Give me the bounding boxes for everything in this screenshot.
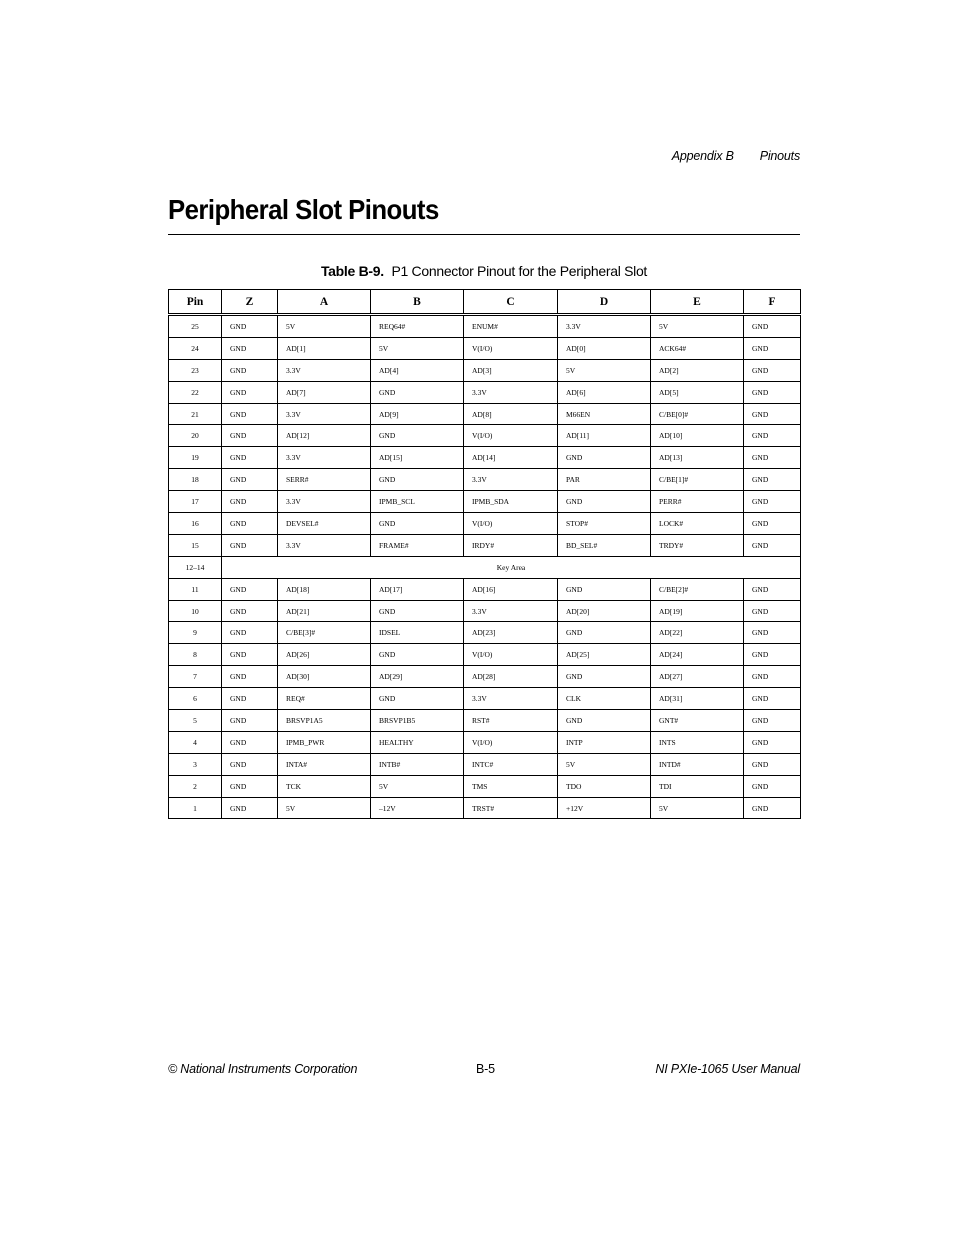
pinout-table [168, 289, 801, 819]
signal-cell: AD[16] [464, 578, 558, 600]
signal-cell: GND [222, 731, 278, 753]
signal-cell: ENUM# [464, 315, 558, 338]
table-row [169, 578, 801, 600]
signal-cell: 5V [278, 797, 371, 819]
signal-cell: IPMB_PWR [278, 731, 371, 753]
signal-cell: AD[15] [371, 447, 464, 469]
signal-cell: 3.3V [278, 534, 371, 556]
signal-cell: INTA# [278, 753, 371, 775]
pin-number-cell: 6 [169, 688, 222, 710]
signal-cell: AD[0] [558, 337, 651, 359]
signal-cell: TMS [464, 775, 558, 797]
signal-cell: GND [371, 644, 464, 666]
signal-cell: GND [558, 710, 651, 732]
signal-cell: GND [222, 359, 278, 381]
column-header: D [558, 290, 651, 315]
table-row [169, 622, 801, 644]
signal-cell: GND [744, 578, 801, 600]
pin-number-cell: 24 [169, 337, 222, 359]
signal-cell: GND [744, 534, 801, 556]
signal-cell: AD[28] [464, 666, 558, 688]
table-row [169, 666, 801, 688]
signal-cell: 3.3V [464, 600, 558, 622]
pin-number-cell: 4 [169, 731, 222, 753]
signal-cell: AD[6] [558, 381, 651, 403]
table-row [169, 731, 801, 753]
column-header: C [464, 290, 558, 315]
signal-cell: DEVSEL# [278, 513, 371, 535]
signal-cell: GND [222, 688, 278, 710]
signal-cell: FRAME# [371, 534, 464, 556]
table-row [169, 315, 801, 338]
signal-cell: IPMB_SCL [371, 491, 464, 513]
signal-cell: C/BE[3]# [278, 622, 371, 644]
signal-cell: BD_SEL# [558, 534, 651, 556]
column-header: B [371, 290, 464, 315]
signal-cell: V(I/O) [464, 513, 558, 535]
signal-cell: STOP# [558, 513, 651, 535]
signal-cell: GND [222, 381, 278, 403]
footer-copyright: © National Instruments Corporation [168, 1062, 358, 1076]
signal-cell: GND [371, 513, 464, 535]
signal-cell: AD[13] [651, 447, 744, 469]
signal-cell: AD[19] [651, 600, 744, 622]
column-header: Pin [169, 290, 222, 315]
signal-cell: AD[10] [651, 425, 744, 447]
signal-cell: V(I/O) [464, 644, 558, 666]
table-row [169, 797, 801, 819]
signal-cell: 5V [558, 753, 651, 775]
footer-manual-title: NI PXIe-1065 User Manual [655, 1062, 800, 1076]
signal-cell: 5V [651, 797, 744, 819]
column-header: Z [222, 290, 278, 315]
signal-cell: SERR# [278, 469, 371, 491]
signal-cell: IRDY# [464, 534, 558, 556]
pin-number-cell: 16 [169, 513, 222, 535]
signal-cell: GND [744, 403, 801, 425]
signal-cell: AD[29] [371, 666, 464, 688]
signal-cell: INTS [651, 731, 744, 753]
signal-cell: GND [744, 600, 801, 622]
signal-cell: V(I/O) [464, 425, 558, 447]
signal-cell: AD[30] [278, 666, 371, 688]
signal-cell: GND [222, 513, 278, 535]
signal-cell: GND [744, 447, 801, 469]
signal-cell: AD[31] [651, 688, 744, 710]
signal-cell: AD[27] [651, 666, 744, 688]
table-body [169, 315, 801, 819]
signal-cell: GND [222, 644, 278, 666]
signal-cell: GNT# [651, 710, 744, 732]
signal-cell: GND [222, 534, 278, 556]
signal-cell: REQ# [278, 688, 371, 710]
signal-cell: GND [222, 622, 278, 644]
pin-number-cell: 15 [169, 534, 222, 556]
signal-cell: AD[18] [278, 578, 371, 600]
signal-cell: AD[7] [278, 381, 371, 403]
signal-cell: AD[8] [464, 403, 558, 425]
signal-cell: INTB# [371, 753, 464, 775]
signal-cell: LOCK# [651, 513, 744, 535]
pin-number-cell: 23 [169, 359, 222, 381]
pin-number-cell: 3 [169, 753, 222, 775]
table-row [169, 644, 801, 666]
signal-cell: –12V [371, 797, 464, 819]
signal-cell: INTP [558, 731, 651, 753]
table-row [169, 491, 801, 513]
signal-cell: GND [371, 425, 464, 447]
table-row [169, 600, 801, 622]
table-row [169, 469, 801, 491]
signal-cell: AD[4] [371, 359, 464, 381]
signal-cell: GND [744, 337, 801, 359]
header-chapter: Pinouts [759, 149, 800, 163]
signal-cell: GND [371, 688, 464, 710]
signal-cell: GND [744, 688, 801, 710]
signal-cell: GND [222, 469, 278, 491]
table-row [169, 688, 801, 710]
signal-cell: AD[5] [651, 381, 744, 403]
signal-cell: 5V [278, 315, 371, 338]
pin-number-cell: 8 [169, 644, 222, 666]
signal-cell: GND [744, 491, 801, 513]
signal-cell: AD[22] [651, 622, 744, 644]
column-header: E [651, 290, 744, 315]
signal-cell: +12V [558, 797, 651, 819]
signal-cell: GND [222, 775, 278, 797]
pin-number-cell: 21 [169, 403, 222, 425]
table-row [169, 447, 801, 469]
signal-cell: C/BE[0]# [651, 403, 744, 425]
signal-cell: 3.3V [278, 403, 371, 425]
signal-cell: AD[24] [651, 644, 744, 666]
signal-cell: INTD# [651, 753, 744, 775]
signal-cell: AD[1] [278, 337, 371, 359]
column-header: F [744, 290, 801, 315]
table-header-row [169, 290, 801, 315]
signal-cell: GND [744, 469, 801, 491]
signal-cell: GND [558, 666, 651, 688]
signal-cell: GND [558, 447, 651, 469]
column-header: A [278, 290, 371, 315]
signal-cell: GND [744, 753, 801, 775]
signal-cell: AD[17] [371, 578, 464, 600]
table-row [169, 556, 801, 578]
title-rule [168, 234, 800, 235]
signal-cell: GND [744, 731, 801, 753]
pin-number-cell: 2 [169, 775, 222, 797]
pin-number-cell: 12–14 [169, 556, 222, 578]
pin-number-cell: 19 [169, 447, 222, 469]
signal-cell: 5V [371, 775, 464, 797]
signal-cell: IDSEL [371, 622, 464, 644]
signal-cell: C/BE[1]# [651, 469, 744, 491]
table-row [169, 753, 801, 775]
pin-number-cell: 25 [169, 315, 222, 338]
signal-cell: GND [558, 578, 651, 600]
page-number: B-5 [476, 1062, 495, 1076]
signal-cell: AD[23] [464, 622, 558, 644]
signal-cell: AD[3] [464, 359, 558, 381]
signal-cell: GND [371, 469, 464, 491]
table-row [169, 775, 801, 797]
signal-cell: 3.3V [278, 491, 371, 513]
table-row [169, 403, 801, 425]
key-area-cell: Key Area [222, 556, 801, 578]
header-section: Appendix B [671, 149, 734, 163]
signal-cell: GND [222, 666, 278, 688]
signal-cell: GND [371, 600, 464, 622]
signal-cell: AD[25] [558, 644, 651, 666]
pin-number-cell: 17 [169, 491, 222, 513]
table-row [169, 534, 801, 556]
table-row [169, 513, 801, 535]
signal-cell: GND [222, 315, 278, 338]
pin-number-cell: 22 [169, 381, 222, 403]
signal-cell: GND [744, 425, 801, 447]
signal-cell: 3.3V [464, 381, 558, 403]
signal-cell: 5V [651, 315, 744, 338]
signal-cell: IPMB_SDA [464, 491, 558, 513]
signal-cell: GND [744, 622, 801, 644]
table-row [169, 425, 801, 447]
signal-cell: AD[11] [558, 425, 651, 447]
table-row [169, 710, 801, 732]
signal-cell: 3.3V [558, 315, 651, 338]
signal-cell: GND [222, 403, 278, 425]
signal-cell: GND [744, 359, 801, 381]
pin-number-cell: 1 [169, 797, 222, 819]
pin-number-cell: 11 [169, 578, 222, 600]
page-title: Peripheral Slot Pinouts [168, 194, 439, 225]
signal-cell: AD[20] [558, 600, 651, 622]
signal-cell: 3.3V [278, 359, 371, 381]
caption-text: P1 Connector Pinout for the Peripheral Slot [391, 263, 648, 279]
pin-number-cell: 18 [169, 469, 222, 491]
signal-cell: INTC# [464, 753, 558, 775]
signal-cell: GND [222, 578, 278, 600]
signal-cell: AD[14] [464, 447, 558, 469]
signal-cell: TCK [278, 775, 371, 797]
signal-cell: AD[2] [651, 359, 744, 381]
signal-cell: GND [744, 666, 801, 688]
signal-cell: AD[9] [371, 403, 464, 425]
signal-cell: 3.3V [464, 688, 558, 710]
signal-cell: GND [744, 513, 801, 535]
table-caption [168, 263, 800, 279]
signal-cell: AD[26] [278, 644, 371, 666]
pin-number-cell: 20 [169, 425, 222, 447]
signal-cell: REQ64# [371, 315, 464, 338]
signal-cell: GND [558, 622, 651, 644]
signal-cell: HEALTHY [371, 731, 464, 753]
signal-cell: AD[21] [278, 600, 371, 622]
signal-cell: TRDY# [651, 534, 744, 556]
signal-cell: V(I/O) [464, 731, 558, 753]
signal-cell: 3.3V [464, 469, 558, 491]
signal-cell: RST# [464, 710, 558, 732]
signal-cell: GND [558, 491, 651, 513]
signal-cell: TDO [558, 775, 651, 797]
pin-number-cell: 9 [169, 622, 222, 644]
signal-cell: M66EN [558, 403, 651, 425]
caption-label: Table B-9. [320, 263, 384, 279]
signal-cell: TDI [651, 775, 744, 797]
pin-number-cell: 10 [169, 600, 222, 622]
signal-cell: GND [744, 797, 801, 819]
signal-cell: GND [222, 600, 278, 622]
pin-number-cell: 5 [169, 710, 222, 732]
signal-cell: 5V [371, 337, 464, 359]
signal-cell: BRSVP1A5 [278, 710, 371, 732]
signal-cell: TRST# [464, 797, 558, 819]
signal-cell: GND [744, 710, 801, 732]
signal-cell: GND [222, 337, 278, 359]
signal-cell: GND [222, 753, 278, 775]
signal-cell: GND [222, 491, 278, 513]
signal-cell: GND [744, 644, 801, 666]
signal-cell: PAR [558, 469, 651, 491]
signal-cell: 3.3V [278, 447, 371, 469]
signal-cell: AD[12] [278, 425, 371, 447]
table-row [169, 359, 801, 381]
pin-number-cell: 7 [169, 666, 222, 688]
signal-cell: GND [222, 797, 278, 819]
signal-cell: GND [222, 425, 278, 447]
table-row [169, 337, 801, 359]
signal-cell: ACK64# [651, 337, 744, 359]
table-row [169, 381, 801, 403]
signal-cell: GND [222, 447, 278, 469]
signal-cell: V(I/O) [464, 337, 558, 359]
signal-cell: PERR# [651, 491, 744, 513]
signal-cell: GND [371, 381, 464, 403]
signal-cell: GND [744, 775, 801, 797]
signal-cell: GND [744, 381, 801, 403]
signal-cell: GND [744, 315, 801, 338]
signal-cell: GND [222, 710, 278, 732]
signal-cell: 5V [558, 359, 651, 381]
running-header [672, 149, 800, 163]
signal-cell: CLK [558, 688, 651, 710]
signal-cell: BRSVP1B5 [371, 710, 464, 732]
signal-cell: C/BE[2]# [651, 578, 744, 600]
